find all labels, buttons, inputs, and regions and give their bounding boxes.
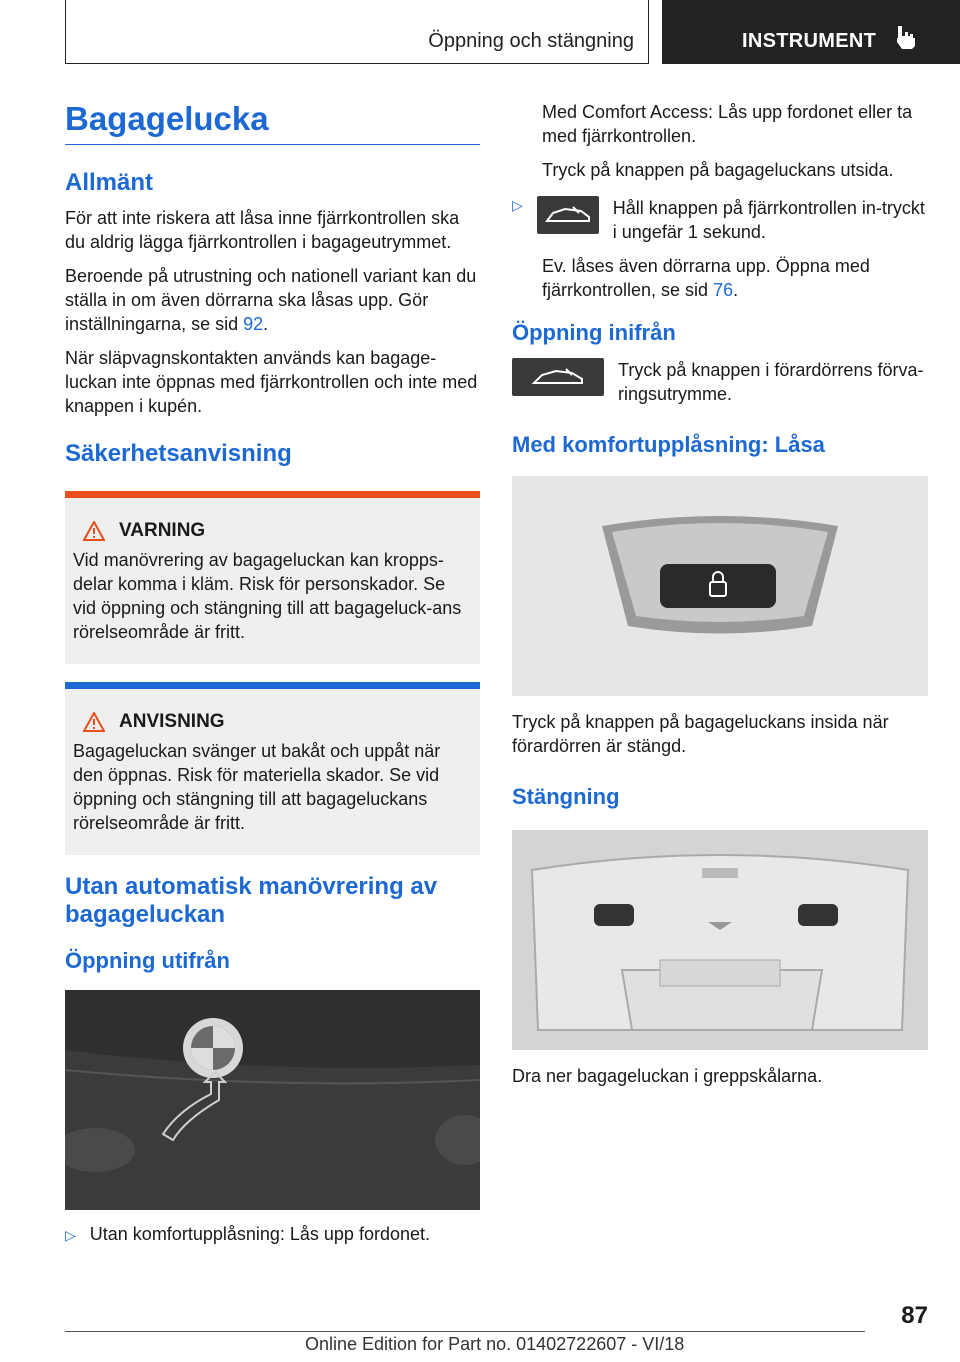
section-tab-label: Öppning och stängning bbox=[428, 30, 634, 52]
page-title: Bagagelucka bbox=[65, 100, 480, 145]
page-number: 87 bbox=[901, 1302, 928, 1329]
doors-text: Ev. låses även dörrarna upp. Öppna med fjärrkontrollen, se sid bbox=[542, 256, 870, 300]
manual-heading: Utan automatisk manövrering av bagageluckan bbox=[65, 872, 438, 929]
pointing-hand-icon bbox=[894, 24, 918, 50]
inside-text: Tryck på knappen i förardörrens förva-ringsutrymme. bbox=[618, 360, 924, 404]
page-link-92[interactable]: 92 bbox=[243, 313, 264, 334]
close-heading: Stängning bbox=[512, 784, 620, 809]
left-column bbox=[65, 100, 480, 1247]
doors-paragraph: Ev. låses även dörrarna upp. Öppna med fjärrkontrollen, se sid 76. bbox=[542, 256, 870, 300]
trunk-lid-illustration bbox=[512, 830, 928, 1050]
section-tab[interactable] bbox=[65, 0, 649, 64]
trunk-button-icon bbox=[512, 358, 604, 396]
lock-heading: Med komfortupplåsning: Låsa bbox=[512, 432, 825, 457]
lock-button-image bbox=[512, 476, 928, 696]
warning-text: Vid manövrering av bagageluckan kan kropps-delar komma i kläm. Risk för personskador. Se vid öppning och stängning till att bagageluck-ans rörelseområde är fritt. bbox=[73, 549, 462, 642]
general-heading: Allmänt bbox=[65, 169, 154, 196]
press-paragraph: Tryck på knappen på bagageluckans utsida. bbox=[542, 160, 894, 180]
comfort-paragraph: Med Comfort Access: Lås upp fordonet eller ta med fjärrkontrollen. bbox=[542, 102, 913, 146]
chapter-tab[interactable] bbox=[662, 0, 960, 64]
bullet-triangle-icon: ▷ bbox=[65, 1227, 76, 1244]
inside-heading: Öppning inifrån bbox=[512, 320, 676, 345]
chapter-tab-label: INSTRUMENT bbox=[742, 30, 877, 52]
safety-heading: Säkerhetsanvisning bbox=[65, 439, 292, 467]
note-title-text: ANVISNING bbox=[119, 710, 225, 732]
note-box bbox=[65, 682, 480, 855]
remote-text: Håll knappen på fjärrkontrollen in-tryckt i ungefär 1 sekund. bbox=[612, 198, 925, 242]
close-caption: Dra ner bagageluckan i greppskålarna. bbox=[512, 1066, 823, 1086]
warning-triangle-icon bbox=[83, 712, 105, 732]
outside-bullet bbox=[65, 1222, 480, 1247]
remote-step bbox=[512, 196, 928, 244]
lock-button-illustration bbox=[512, 476, 928, 696]
general-paragraph-2-text: Beroende på utrustning och nationell variant kan du ställa in om även dörrarna ska låsas upp. Gör inställningarna, se sid bbox=[65, 265, 477, 334]
inside-step bbox=[512, 358, 928, 406]
outside-heading: Öppning utifrån bbox=[65, 948, 230, 974]
general-paragraph-2: Beroende på utrustning och nationell variant kan du ställa in om även dörrarna ska låsas upp. Gör inställningarna, se sid 92. bbox=[65, 265, 477, 334]
lock-caption: Tryck på knappen på bagageluckans insida när förardörren är stängd. bbox=[512, 712, 889, 756]
trunk-lid-image bbox=[512, 830, 928, 1050]
warning-title bbox=[73, 520, 472, 542]
note-title bbox=[73, 711, 472, 733]
page-link-76[interactable]: 76 bbox=[713, 280, 734, 300]
right-column bbox=[512, 100, 928, 1098]
general-paragraph-3: När släpvagnskontakten används kan bagage-luckan inte öppnas med fjärrkontrollen och inte med knappen i kupén. bbox=[65, 347, 478, 416]
warning-triangle-icon bbox=[83, 521, 105, 541]
trunk-emblem-image bbox=[65, 990, 480, 1210]
footer-divider bbox=[65, 1331, 865, 1332]
outside-bullet-text: Utan komfortupplåsning: Lås upp fordonet. bbox=[89, 1224, 430, 1245]
note-text: Bagageluckan svänger ut bakåt och uppåt när den öppnas. Risk för materiella skador. Se vid öppning och stängning till att bagageluckans rörelseområde är fritt. bbox=[73, 740, 441, 833]
edition-text: Online Edition for Part no. 01402722607 - VI/18 bbox=[305, 1334, 685, 1354]
comfort-block bbox=[512, 100, 928, 182]
general-paragraph-1: För att inte riskera att låsa inne fjärrkontrollen ska du aldrig lägga fjärrkontrollen i bagageutrymmet. bbox=[65, 207, 460, 252]
warning-box bbox=[65, 491, 480, 664]
trunk-button-icon bbox=[537, 196, 599, 234]
trunk-emblem-illustration bbox=[65, 990, 480, 1210]
warning-title-text: VARNING bbox=[119, 519, 206, 541]
bullet-triangle-icon: ▷ bbox=[512, 197, 523, 213]
